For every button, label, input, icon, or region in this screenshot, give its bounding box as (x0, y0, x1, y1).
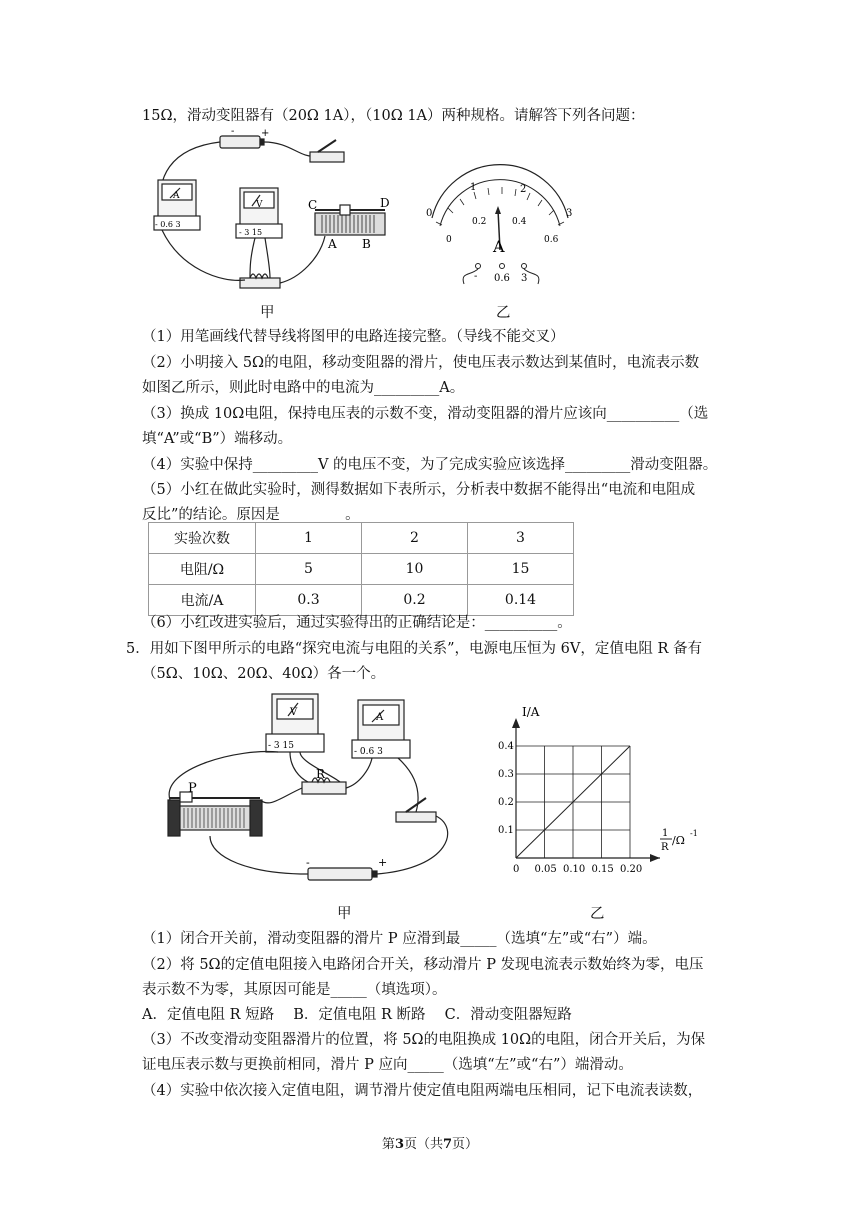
table-cell: 电流/A (149, 585, 256, 616)
table-cell: 实验次数 (149, 523, 256, 554)
footer-pre: 第 (381, 1137, 395, 1152)
footer-mid: 页（共 (403, 1137, 443, 1152)
rheostat-label-b: B (362, 237, 371, 251)
fig2-ammeter-letter: A (376, 712, 384, 723)
table-cell: 0.14 (468, 585, 574, 616)
chart-y-tick-label: 0.2 (498, 797, 514, 808)
q5-sub-2a: （2）将 5Ω的定值电阻接入电路闭合开关，移动滑片 P 发现电流表示数始终为零，电压 (142, 957, 704, 973)
chart-x-label-num: 1 (662, 828, 669, 839)
rheostat-label-d: D (380, 196, 390, 210)
rheostat-label-p: P (188, 781, 197, 796)
fig1-ammeter-letter: A (173, 191, 180, 201)
chart-x-tick-label: 0.10 (563, 864, 586, 875)
q5-options: A．定值电阻 R 短路 B．定值电阻 R 断路 C．滑动变阻器短路 (142, 1007, 572, 1023)
dial-upper-3: 3 (566, 208, 573, 219)
fig1-voltmeter-terminals: - 3 15 (239, 228, 263, 237)
chart-y-axis-arrow (512, 718, 520, 728)
table-cell: 1 (256, 523, 362, 554)
circuit-figure-jia-1 (150, 128, 420, 298)
fig2-battery-minus: - (306, 856, 310, 869)
dial-lower-06: 0.6 (544, 235, 559, 245)
chart-x-tick-label: 0.05 (534, 864, 557, 875)
footer-page-number: 3 (394, 1137, 404, 1152)
resistor-label-r: R (316, 767, 326, 781)
chart-x-tick-label: 0.20 (620, 864, 643, 875)
q4-sub-6: （6）小红改进实验后，通过实验得出的正确结论是：__________。 (142, 615, 572, 631)
dial-unit: A (493, 237, 505, 256)
q4-sub-2b: 如图乙所示，则此时电路中的电流为_________A。 (142, 380, 465, 396)
fig2-voltmeter-terminals: - 3 15 (268, 741, 294, 751)
ammeter-dial-figure (420, 180, 580, 290)
table-cell: 3 (468, 523, 574, 554)
q5-sub-1: （1）闭合开关前，滑动变阻器的滑片 P 应滑到最_____（选填“左”或“右”）端。 (142, 931, 657, 947)
footer-total-pages: 7 (443, 1137, 453, 1152)
table-cell: 电阻/Ω (149, 554, 256, 585)
chart-y-tick-label: 0.1 (498, 825, 514, 836)
fig2-ammeter-terminals: - 0.6 3 (354, 747, 383, 757)
fig2-voltmeter-letter: V (290, 707, 298, 718)
table-cell: 0.2 (362, 585, 468, 616)
chart-y-tick-label: 0.3 (498, 769, 514, 780)
fig1-ammeter-terminals: - 0.6 3 (155, 220, 181, 229)
fig1-voltmeter-letter: V (256, 200, 263, 210)
q5-sub-4: （4）实验中依次接入定值电阻，调节滑片使定值电阻两端电压相同，记下电流表读数， (142, 1083, 703, 1099)
chart-x-label-exponent: -1 (690, 829, 698, 838)
chart-x-label-den: R (661, 842, 669, 853)
dial-terminal-3: 3 (521, 273, 528, 284)
dial-terminal-minus: - (474, 271, 478, 282)
q4-sub-5a: （5）小红在做此实验时，测得数据如下表所示，分析表中数据不能得出“电流和电阻成 (142, 482, 696, 498)
dial-lower-0: 0 (446, 235, 452, 245)
data-table (148, 522, 574, 616)
current-vs-inverse-resistance-chart (500, 700, 710, 900)
q5-sub-2b: 表示数不为零，其原因可能是_____（填选项）。 (142, 982, 447, 998)
q5-title-a: 5．用如下图甲所示的电路“探究电流与电阻的关系”，电源电压恒为 6V，定值电阻 R 备有 (126, 641, 702, 657)
chart-x-tick-label: 0.15 (591, 864, 614, 875)
dial-lower-04: 0.4 (512, 217, 527, 227)
fig2-battery-plus: + (378, 856, 388, 869)
q5-title-b: （5Ω、10Ω、20Ω、40Ω）各一个。 (142, 666, 386, 682)
q4-sub-4: （4）实验中保持_________V 的电压不变，为了完成实验应该选择_________滑动变阻器。 (142, 457, 718, 473)
fig1-battery-minus: - (231, 126, 235, 137)
page-footer (0, 1133, 860, 1152)
dial-lower-02: 0.2 (472, 217, 487, 227)
fig2-label-jia: 甲 (337, 906, 352, 922)
chart-y-axis-label: I/A (522, 705, 540, 719)
table-cell: 2 (362, 523, 468, 554)
table-row (149, 554, 574, 585)
chart-x-tick-label: 0 (513, 864, 520, 875)
chart-x-label-unit: /Ω (672, 834, 685, 847)
chart-y-tick-label: 0.4 (498, 741, 514, 752)
dial-terminal-06: 0.6 (494, 273, 510, 284)
dial-upper-1: 1 (470, 182, 477, 193)
circuit-figure-jia-2 (150, 688, 470, 893)
table-cell: 5 (256, 554, 362, 585)
intro-line: 15Ω，滑动变阻器有（20Ω 1A），（10Ω 1A）两种规格。请解答下列各问题： (142, 108, 645, 124)
chart-x-axis-arrow (650, 854, 660, 862)
q5-sub-3b: 证电压表示数与更换前相同，滑片 P 应向_____（选填“左”或“右”）端滑动。 (142, 1057, 633, 1073)
fig2-label-yi: 乙 (590, 906, 605, 922)
footer-post: 页） (452, 1137, 479, 1152)
fig1-label-jia: 甲 (260, 305, 275, 321)
table-cell: 10 (362, 554, 468, 585)
fig1-label-yi: 乙 (496, 305, 511, 321)
rheostat-label-c: C (308, 198, 318, 212)
q4-sub-3b: 填“A”或“B”）端移动。 (142, 431, 293, 447)
table-row (149, 523, 574, 554)
q4-sub-1: （1）用笔画线代替导线将图甲的电路连接完整。（导线不能交叉） (142, 329, 565, 345)
rheostat-label-a: A (328, 237, 337, 251)
q4-sub-5b: 反比”的结论。原因是_________。 (142, 507, 360, 523)
q4-sub-3a: （3）换成 10Ω电阻，保持电压表的示数不变，滑动变阻器的滑片应该向__________（选 (142, 406, 709, 422)
table-cell: 15 (468, 554, 574, 585)
q4-sub-2a: （2）小明接入 5Ω的电阻，移动变阻器的滑片，使电压表示数达到某值时，电流表示数 (142, 355, 700, 371)
fig1-battery-plus: + (261, 128, 270, 139)
q5-sub-3a: （3）不改变滑动变阻器滑片的位置，将 5Ω的电阻换成 10Ω的电阻，闭合开关后，为保 (142, 1032, 706, 1048)
dial-upper-0: 0 (426, 208, 433, 219)
table-row (149, 585, 574, 616)
table-cell: 0.3 (256, 585, 362, 616)
dial-upper-2: 2 (520, 184, 527, 195)
